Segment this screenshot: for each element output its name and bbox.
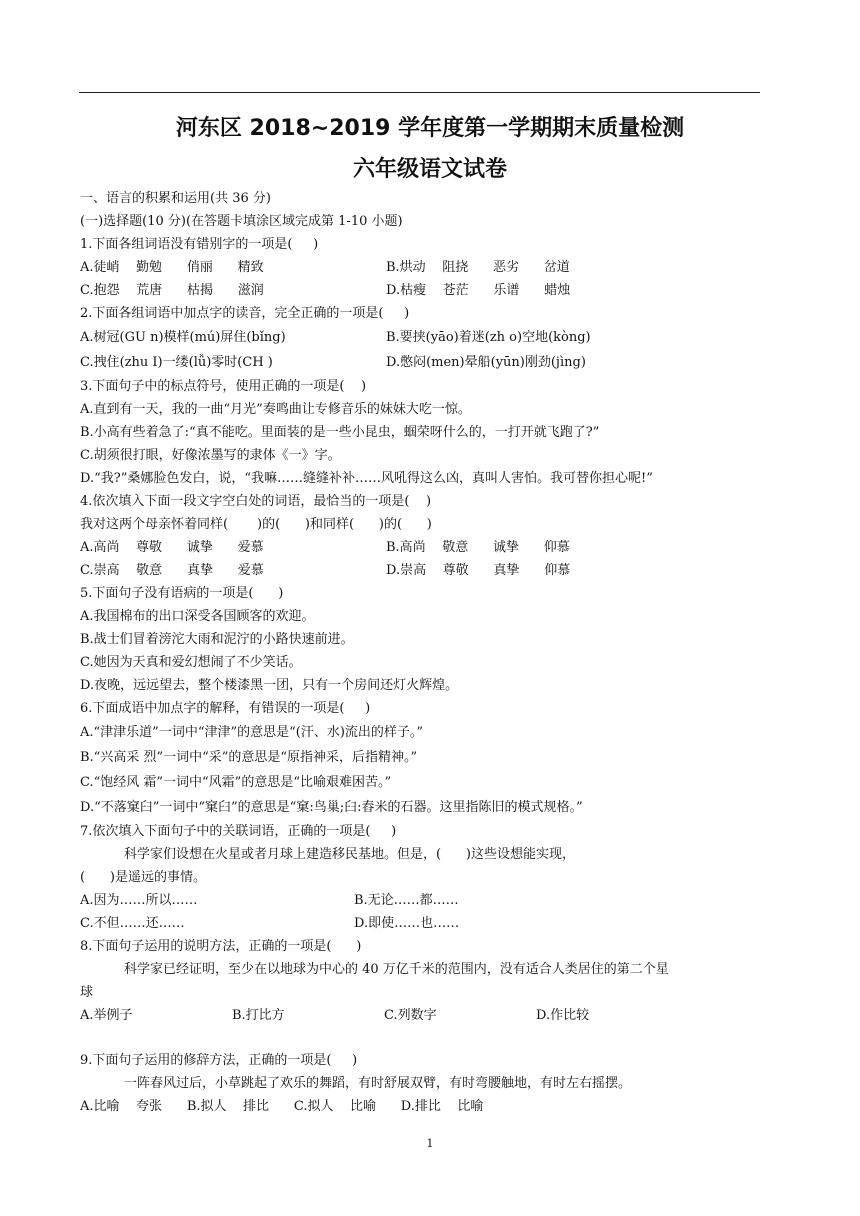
exam-title: 河东区 2018~2019 学年度第一学期期末质量检测 <box>175 116 685 141</box>
option-c: C.不但……还…… <box>80 916 185 931</box>
option-d: D.“我?”桑娜脸色发白，说，“我嘛……缝缝补补……风吼得这么凶，真叫人害怕。我可替你担心呢!” <box>80 471 653 486</box>
question-2-options-row-1 <box>80 325 770 350</box>
option-d: D.即使……也…… <box>354 916 460 931</box>
exam-subtitle: 六年级语文试卷 <box>352 157 507 182</box>
option-c: C.抱怨 荒唐 枯揭 滋润 <box>80 283 264 298</box>
question-1-options-row-2 <box>80 279 770 302</box>
option-d: D.“不落窠臼”一词中“窠臼”的意思是“窠:鸟巢;臼:舂米的石器。这里指陈旧的模式规格。” <box>80 800 583 815</box>
option-c: C.拽住(zhu I)一缕(lǚ)零时(CH ) <box>80 355 273 370</box>
option-a: A.直到有一天，我的一曲“月光”奏鸣曲让专修音乐的妹妹大吃一惊。 <box>80 402 471 417</box>
option-a: A.徒峭 勤勉 俏丽 精致 <box>80 260 264 275</box>
question-9-options: A.比喻 夸张 B.拟人 排比 C.拟人 比喻 D.排比 比喻 <box>80 1099 484 1114</box>
question-9-stem: 9.下面句子运用的修辞方法，正确的一项是( ) <box>80 1053 358 1068</box>
option-d: D.憋闷(men)晕船(yūn)刚劲(jìng) <box>386 355 586 370</box>
option-d: D.枯瘦 苍茫 乐谱 蜡烛 <box>386 283 571 298</box>
question-3-stem: 3.下面句子中的标点符号，使用正确的一项是( ) <box>80 379 367 394</box>
option-b: B.“兴高采 烈”一词中“采”的意思是“原指神采，后指精神。” <box>80 750 418 765</box>
question-4-options-row-1 <box>80 536 770 559</box>
option-b: B.烘动 阻挠 恶劣 岔道 <box>386 260 570 275</box>
option-c: C.她因为天真和爱幻想闹了不少笑话。 <box>80 655 302 670</box>
question-7-options-row-1 <box>80 889 770 912</box>
question-8-options-row <box>80 1004 770 1027</box>
exam-content <box>80 187 770 1118</box>
question-8-stem: 8.下面句子运用的说明方法，正确的一项是( ) <box>80 939 362 954</box>
page-number: 1 <box>426 1137 434 1150</box>
question-8-text-line-2: 球 <box>80 985 94 1000</box>
option-c: C.“饱经风 霜”一词中“风霜”的意思是“比喻艰难困苦。” <box>80 775 392 790</box>
question-5-stem: 5.下面句子没有语病的一项是( ) <box>80 586 284 601</box>
option-a: A.举例子 <box>80 1008 133 1023</box>
question-4-options-row-2 <box>80 559 770 582</box>
section-heading: 一、语言的积累和运用(共 36 分) <box>80 191 271 206</box>
option-b: B.小高有些着急了:“真不能吃。里面装的是一些小昆虫，蝈荣呀什么的，一打开就飞跑了?” <box>80 425 600 440</box>
question-4-stem: 4.依次填入下面一段文字空白处的词语，最恰当的一项是( ) <box>80 494 432 509</box>
header-rule <box>79 92 760 93</box>
option-d: D.崇高 尊敬 真挚 仰慕 <box>386 563 571 578</box>
option-c: C.崇高 敬意 真挚 爱慕 <box>80 563 264 578</box>
option-a: A.“津津乐道”一词中“津津”的意思是“(汗、水)流出的样子。” <box>80 725 424 740</box>
spacer <box>80 1027 770 1049</box>
option-a: A.我国棉布的出口深受各国顾客的欢迎。 <box>80 609 315 624</box>
question-2-stem: 2.下面各组词语中加点字的读音，完全正确的一项是( ) <box>80 306 410 321</box>
option-c: C.列数字 <box>384 1008 437 1023</box>
question-1-options-row-1 <box>80 256 770 279</box>
question-9-text: 一阵春风过后，小草跳起了欢乐的舞蹈，有时舒展双臂，有时弯腰触地，有时左右摇摆。 <box>124 1076 632 1091</box>
option-b: B.无论……都…… <box>354 893 459 908</box>
option-d: D.作比较 <box>536 1008 590 1023</box>
question-7-text-line-1: 科学家们设想在火星或者月球上建造移民基地。但是，( )这些设想能实现， <box>124 847 575 862</box>
section-subheading: (一)选择题(10 分)(在答题卡填涂区域完成第 1-10 小题) <box>80 214 403 229</box>
option-c: C.胡须很打眼，好像浓墨写的隶体《一》字。 <box>80 448 341 463</box>
question-7-stem: 7.依次填入下面句子中的关联词语，正确的一项是( ) <box>80 824 397 839</box>
option-a: A.树冠(GU n)模样(mú)屏住(bǐng) <box>80 330 286 345</box>
option-a: A.高尚 尊敬 诚挚 爱慕 <box>80 540 264 555</box>
question-6-stem: 6.下面成语中加点字的解释，有错误的一项是( ) <box>80 701 371 716</box>
question-4-text: 我对这两个母亲怀着同样( )的( )和同样( )的( ) <box>80 517 432 532</box>
question-7-text-line-2: ( )是遥远的事情。 <box>80 870 206 885</box>
option-d: D.夜晚，远远望去，整个楼漆黑一团，只有一个房间还灯火辉煌。 <box>80 678 459 693</box>
question-8-text-line-1: 科学家已经证明，至少在以地球为中心的 40 万亿千米的范围内，没有适合人类居住的第二个星 <box>124 962 669 977</box>
option-b: B.要挟(yāo)着迷(zh o)空地(kòng) <box>386 330 591 345</box>
option-b: B.高尚 敬意 诚挚 仰慕 <box>386 540 570 555</box>
option-b: B.战士们冒着滂沱大雨和泥泞的小路快速前进。 <box>80 632 354 647</box>
question-7-options-row-2 <box>80 912 770 935</box>
option-b: B.打比方 <box>232 1008 285 1023</box>
question-2-options-row-2 <box>80 350 770 375</box>
option-a: A.因为……所以…… <box>80 893 198 908</box>
question-1-stem: 1.下面各组词语没有错别字的一项是( ) <box>80 237 319 252</box>
